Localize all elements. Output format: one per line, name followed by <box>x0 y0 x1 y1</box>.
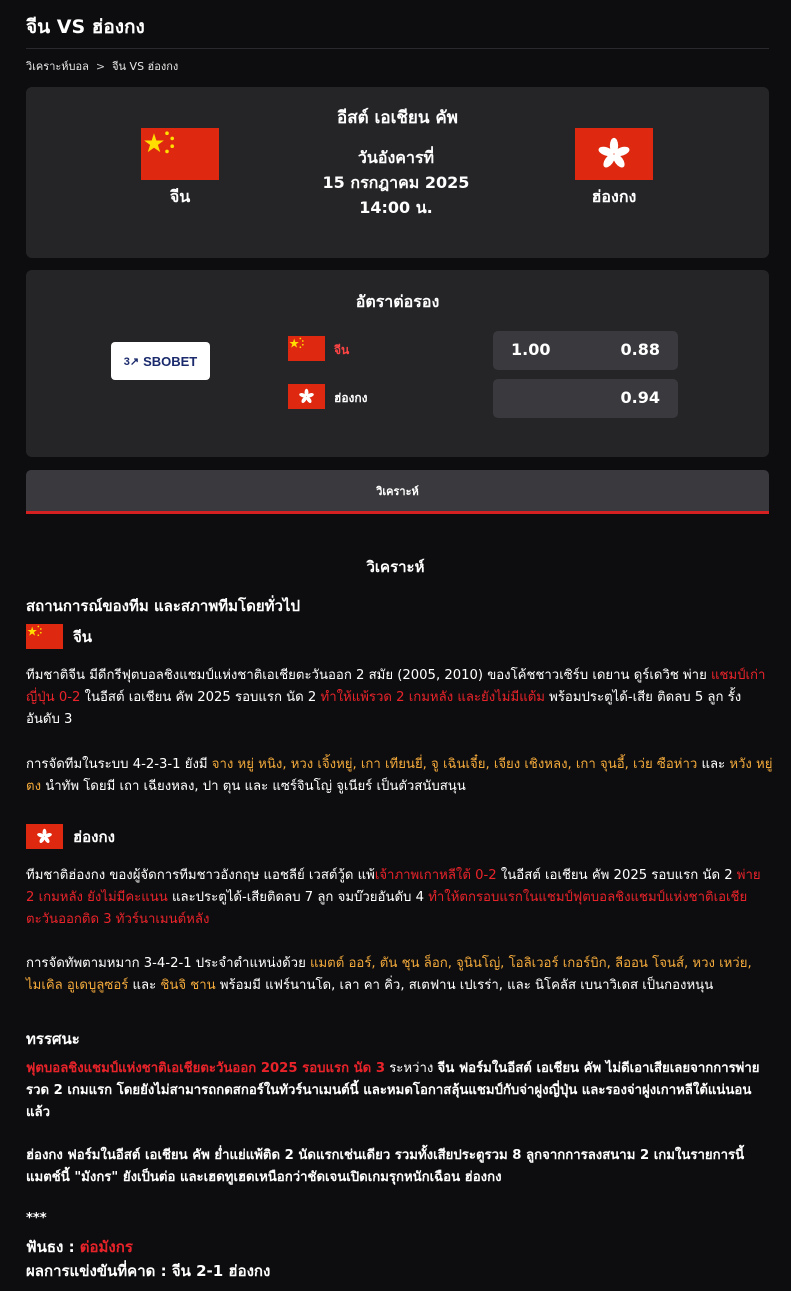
text: และประตูได้-เสียติดลบ 7 ลูก จมบ๊วยอันดับ 4 <box>167 890 429 905</box>
sbobet-logo[interactable] <box>111 342 210 380</box>
home-paragraph-1 <box>26 665 773 731</box>
match-date: 15 กรกฎาคม 2025 <box>322 173 470 192</box>
china-flag-icon <box>26 624 63 649</box>
text: นำทัพ โดยมี เถา เฉียงหลง, ปา ตุน และ แซร์จินโญ่ จูเนียร์ เป็นตัวสนับสนุน <box>41 779 466 794</box>
highlight-orange: หวัง หยู่ตง <box>26 757 773 794</box>
away-paragraph-2 <box>26 953 773 997</box>
text: ระหว่าง <box>385 1061 438 1076</box>
away-odds-box[interactable] <box>493 379 678 418</box>
highlight-red: แชมป์เก่าญี่ปุ่น 0-2 <box>26 668 766 705</box>
away-price: 0.94 <box>620 388 660 407</box>
pick-label: ฟันธง : <box>26 1238 80 1256</box>
verdict-title: ทรรศนะ <box>26 1030 80 1048</box>
highlight-orange: จาง หยู่ หนิง, หวง เจิ้งหยู่, เกา เทียนยี่, จู เฉินเจี๋ย, เจียง เชิงหลง, เกา จุนอี้, เว่ย ซือห่าว <box>211 757 698 772</box>
highlight-orange: ชินจิ ชาน <box>160 978 216 993</box>
text: การจัดทีมในระบบ 4-2-3-1 ยังมี <box>26 757 212 772</box>
highlight-red: ทำให้แพ้รวด 2 เกมหลัง และยังไม่มีแต้ม <box>320 690 545 705</box>
text: การจัดทัพตามหมาก 3-4-2-1 ประจำตำแหน่งด้วย <box>26 956 310 971</box>
match-card <box>26 87 769 258</box>
text: จีน ฟอร์มในอีสต์ เอเชียน คัพ ไม่ดีเอาเสียเลยจากการพ่ายรวด 2 เกมแรก โดยยังไม่สามารถกดสกอร์ในทัวร์นาเมนต์นี้ และหมดโอกาสลุ้นแชมป์กับจ่าฝูงญี่ปุ่น และรองจ่าฝูงเกาหลีใต้แน่นอนแล้ว <box>26 1061 760 1120</box>
home-paragraph-2 <box>26 754 773 798</box>
odds-title: อัตราต่อรอง <box>355 292 440 311</box>
away-team-heading <box>26 824 115 849</box>
home-team-heading <box>26 624 92 649</box>
tab-analysis[interactable]: วิเคราะห์ <box>26 470 769 514</box>
odds-away-team: ฮ่องกง <box>334 391 368 405</box>
highlight-red: ฟุตบอลชิงแชมป์แห่งชาติเอเชียตะวันออก 2025 รอบแรก นัด 3 <box>26 1061 385 1076</box>
hong-kong-flag-icon <box>575 128 653 180</box>
match-day: วันอังคารที่ <box>357 148 435 167</box>
breadcrumb-separator: > <box>95 59 106 73</box>
odds-home-team: จีน <box>334 343 350 357</box>
home-price: 0.88 <box>620 340 660 359</box>
highlight-red: พ่าย 2 เกมหลัง ยังไม่มีคะแนน <box>26 868 761 905</box>
analysis-title: วิเคราะห์ <box>366 558 425 576</box>
china-flag-icon <box>141 128 219 180</box>
breadcrumb-parent-link[interactable]: วิเคราะห์บอล <box>26 60 89 73</box>
text: ทีมชาติจีน มีดีกรีฟุตบอลชิงแชมป์แห่งชาติเอเชียตะวันออก 2 สมัย (2005, 2010) ของโค้ชชาวเซิร์บ เดยาน ดูร์เดวิช พ่าย <box>26 668 712 683</box>
text: พร้อมมี แฟร์นานโด, เลา คา คิ่ว, สเตฟาน เปเรร่า, และ นิโคลัส เบนาวิเดส เป็นกองหนุน <box>215 978 714 993</box>
verdict-pick <box>26 1236 773 1258</box>
away-team-heading-label: ฮ่องกง <box>73 827 115 846</box>
highlight-red: ทำให้ตกรอบแรกในแชมป์ฟุตบอลชิงแชมป์แห่งชาติเอเชียตะวันออกติด 3 ทัวร์นาเมนต์หลัง <box>26 890 748 927</box>
text: ในอีสต์ เอเชียน คัพ 2025 รอบแรก นัด 2 <box>496 868 737 883</box>
away-paragraph-1 <box>26 865 773 931</box>
page-title: จีน VS ฮ่องกง <box>26 16 145 38</box>
highlight-orange: แมตต์ ออร์, ตัน ชุน ล็อก, จูนินโญ่, โอลิเวอร์ เกอร์บิก, ลีออน โจนส์, หวง เหว่ย, ไมเคิล อูเดบูลูซอร์ <box>26 956 752 993</box>
hong-kong-flag-icon <box>26 824 63 849</box>
breadcrumb <box>26 57 178 75</box>
home-team-name: จีน <box>169 187 191 206</box>
bookmaker-name: SBOBET <box>143 353 198 369</box>
highlight-red: เจ้าภาพเกาหลีใต้ 0-2 <box>374 868 497 883</box>
pick-value: ต่อมังกร <box>79 1238 133 1256</box>
odds-card <box>26 270 769 457</box>
verdict-paragraph-1 <box>26 1058 773 1124</box>
text: พร้อมประตูได้-เสีย ติดลบ 5 ลูก รั้งอันดับ 3 <box>26 690 742 727</box>
home-odds-box[interactable] <box>493 331 678 370</box>
verdict-stars: *** <box>26 1211 47 1226</box>
text: และ <box>697 757 730 772</box>
home-team-heading-label: จีน <box>73 627 93 646</box>
china-flag-icon <box>288 336 325 361</box>
title-divider <box>26 48 769 49</box>
match-time: 14:00 น. <box>359 198 433 217</box>
verdict-paragraph-2: ฮ่องกง ฟอร์มในอีสต์ เอเชียน คัพ ย่ำแย่แพ้ติด 2 นัดแรกเช่นเดียว รวมทั้งเสียประตูรวม 8 ลูกจากการลงสนาม 2 เกมในรายการนี้ แมตช์นี้ "มังกร" ยังเป็นต่อ และเฮดทูเฮดเหนือกว่าชัดเจนเปิดเกมรุกหนักเฉือน ฮ่องกง <box>26 1148 745 1185</box>
analysis-subtitle: สถานการณ์ของทีม และสภาพทีมโดยทั่วไป <box>26 597 300 615</box>
text: ทีมชาติฮ่องกง ของผู้จัดการทีมชาวอังกฤษ แอชลีย์ เวสต์วู้ด แพ้ <box>26 868 375 883</box>
sbobet-mark-icon: 3↗ <box>123 355 140 368</box>
breadcrumb-current: จีน VS ฮ่องกง <box>112 60 179 73</box>
text: และ <box>128 978 161 993</box>
hong-kong-flag-icon <box>288 384 325 409</box>
text: ในอีสต์ เอเชียน คัพ 2025 รอบแรก นัด 2 <box>80 690 321 705</box>
away-team-name: ฮ่องกง <box>591 187 637 206</box>
match-datetime <box>296 145 496 220</box>
verdict-prediction: ผลการแข่งขันที่คาด : จีน 2-1 ฮ่องกง <box>26 1262 271 1280</box>
handicap-value: 1.00 <box>511 340 551 359</box>
competition-name: อีสต์ เอเชียน คัพ <box>337 108 458 128</box>
